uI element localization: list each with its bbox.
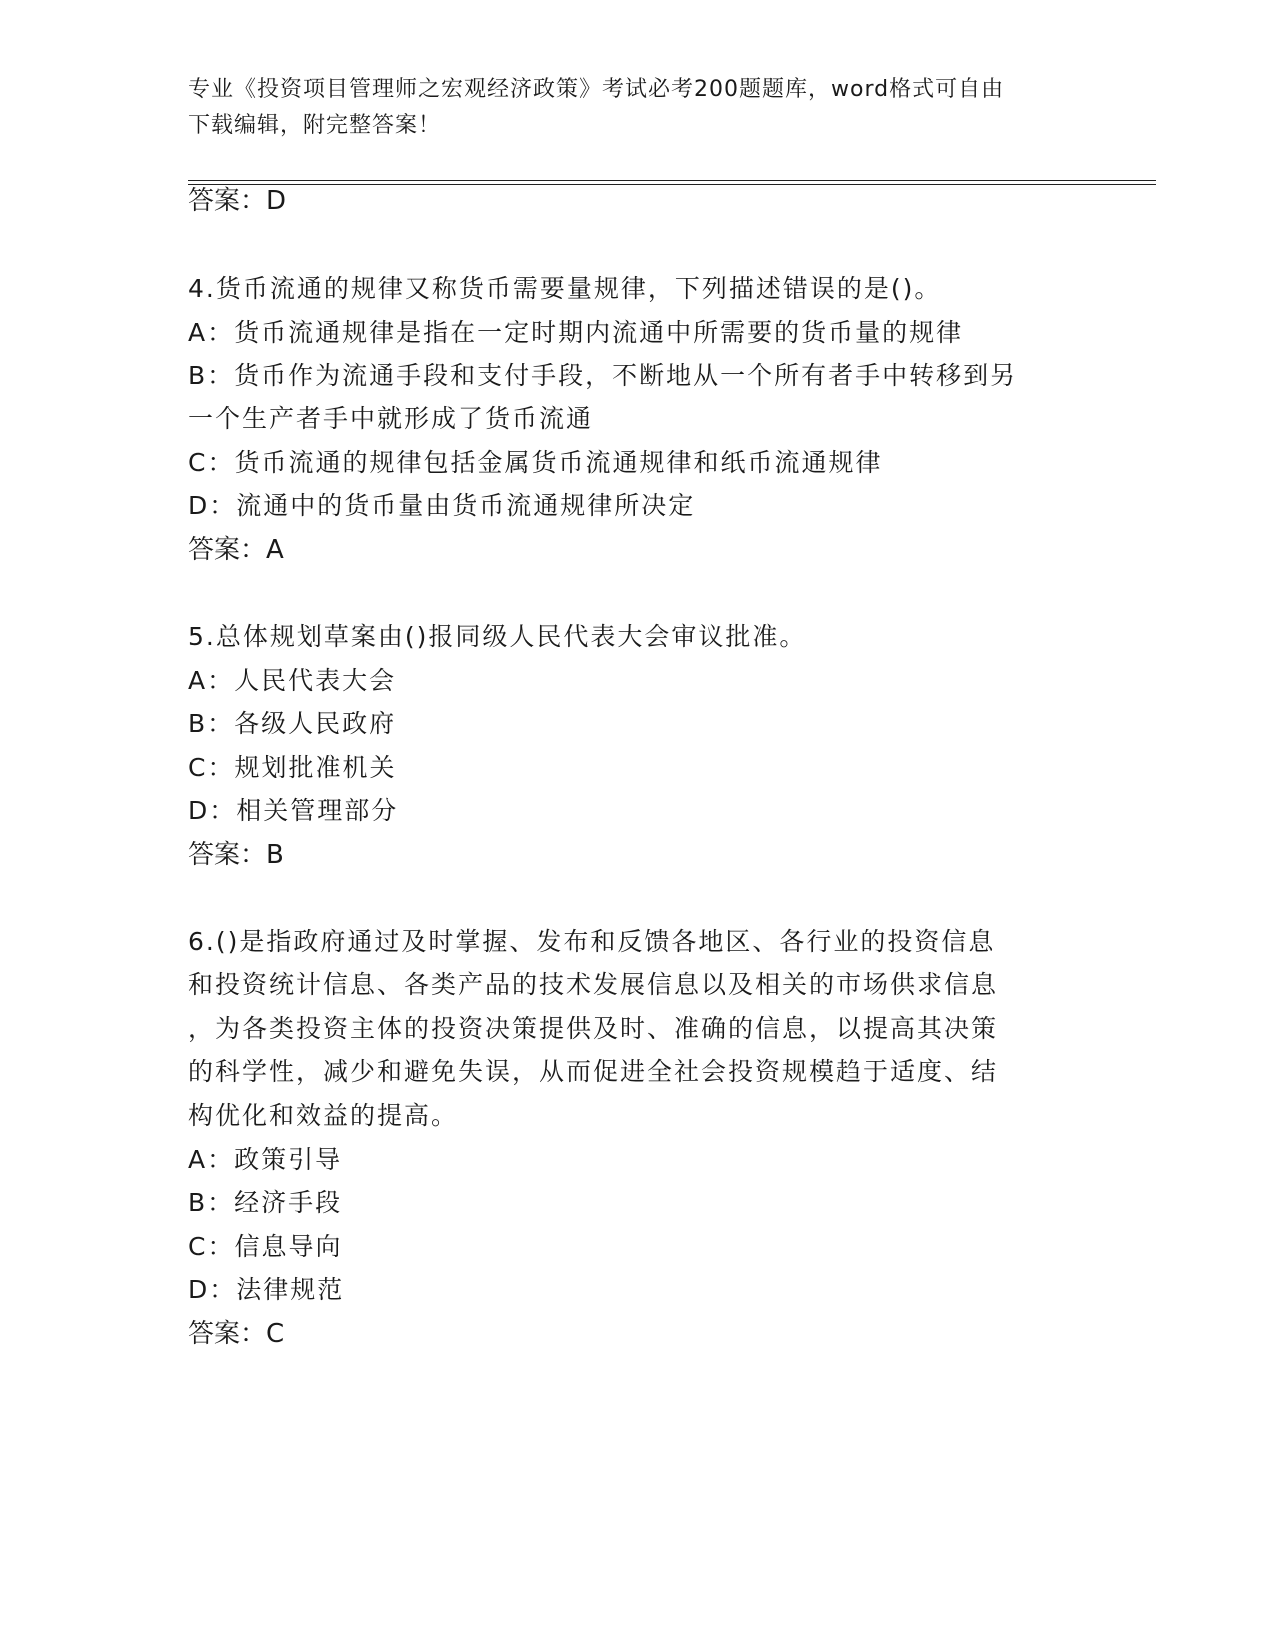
question-5-option-c: C：规划批准机关: [188, 753, 397, 782]
question-4-option-c: C：货币流通的规律包括金属货币流通规律和纸币流通规律: [188, 448, 883, 477]
question-4-option-b-cont: 一个生产者手中就形成了货币流通: [188, 404, 594, 433]
question-5-stem: 5.总体规划草案由()报同级人民代表大会审议批准。: [188, 622, 807, 651]
question-6-stem-line-5: 构优化和效益的提高。: [188, 1101, 459, 1130]
header-divider-bottom: [188, 184, 1156, 185]
header-line-1: 专业《投资项目管理师之宏观经济政策》考试必考200题题库，word格式可自由: [188, 77, 1005, 102]
question-5-option-d: D：相关管理部分: [188, 796, 399, 825]
question-4-stem: 4.货币流通的规律又称货币需要量规律，下列描述错误的是()。: [188, 274, 942, 303]
question-4-option-d: D：流通中的货币量由货币流通规律所决定: [188, 491, 696, 520]
question-5-answer: 答案：B: [188, 840, 284, 870]
question-6-answer: 答案：C: [188, 1319, 285, 1349]
question-5-option-a: A：人民代表大会: [188, 666, 397, 695]
question-6-option-a: A：政策引导: [188, 1145, 343, 1174]
question-6-option-c: C：信息导向: [188, 1232, 343, 1261]
question-6-option-d: D：法律规范: [188, 1275, 345, 1304]
question-4-option-a: A：货币流通规律是指在一定时期内流通中所需要的货币量的规律: [188, 318, 964, 347]
question-6-stem-line-2: 和投资统计信息、各类产品的技术发展信息以及相关的市场供求信息: [188, 970, 999, 999]
question-4-option-b: B：货币作为流通手段和支付手段，不断地从一个所有者手中转移到另: [188, 361, 1018, 390]
header-line-2: 下载编辑，附完整答案！: [188, 113, 442, 138]
question-6-stem-line-1: 6.()是指政府通过及时掌握、发布和反馈各地区、各行业的投资信息: [188, 927, 996, 956]
question-4-answer: 答案：A: [188, 535, 284, 565]
question-6-stem-line-4: 的科学性，减少和避免失误，从而促进全社会投资规模趋于适度、结: [188, 1057, 999, 1086]
document-header: [188, 72, 1068, 144]
question-6-option-b: B：经济手段: [188, 1188, 343, 1217]
question-6-stem-line-3: ，为各类投资主体的投资决策提供及时、准确的信息，以提高其决策: [188, 1014, 999, 1043]
header-divider-top: [188, 180, 1156, 181]
question-5-option-b: B：各级人民政府: [188, 709, 397, 738]
previous-answer: 答案：D: [188, 186, 287, 216]
